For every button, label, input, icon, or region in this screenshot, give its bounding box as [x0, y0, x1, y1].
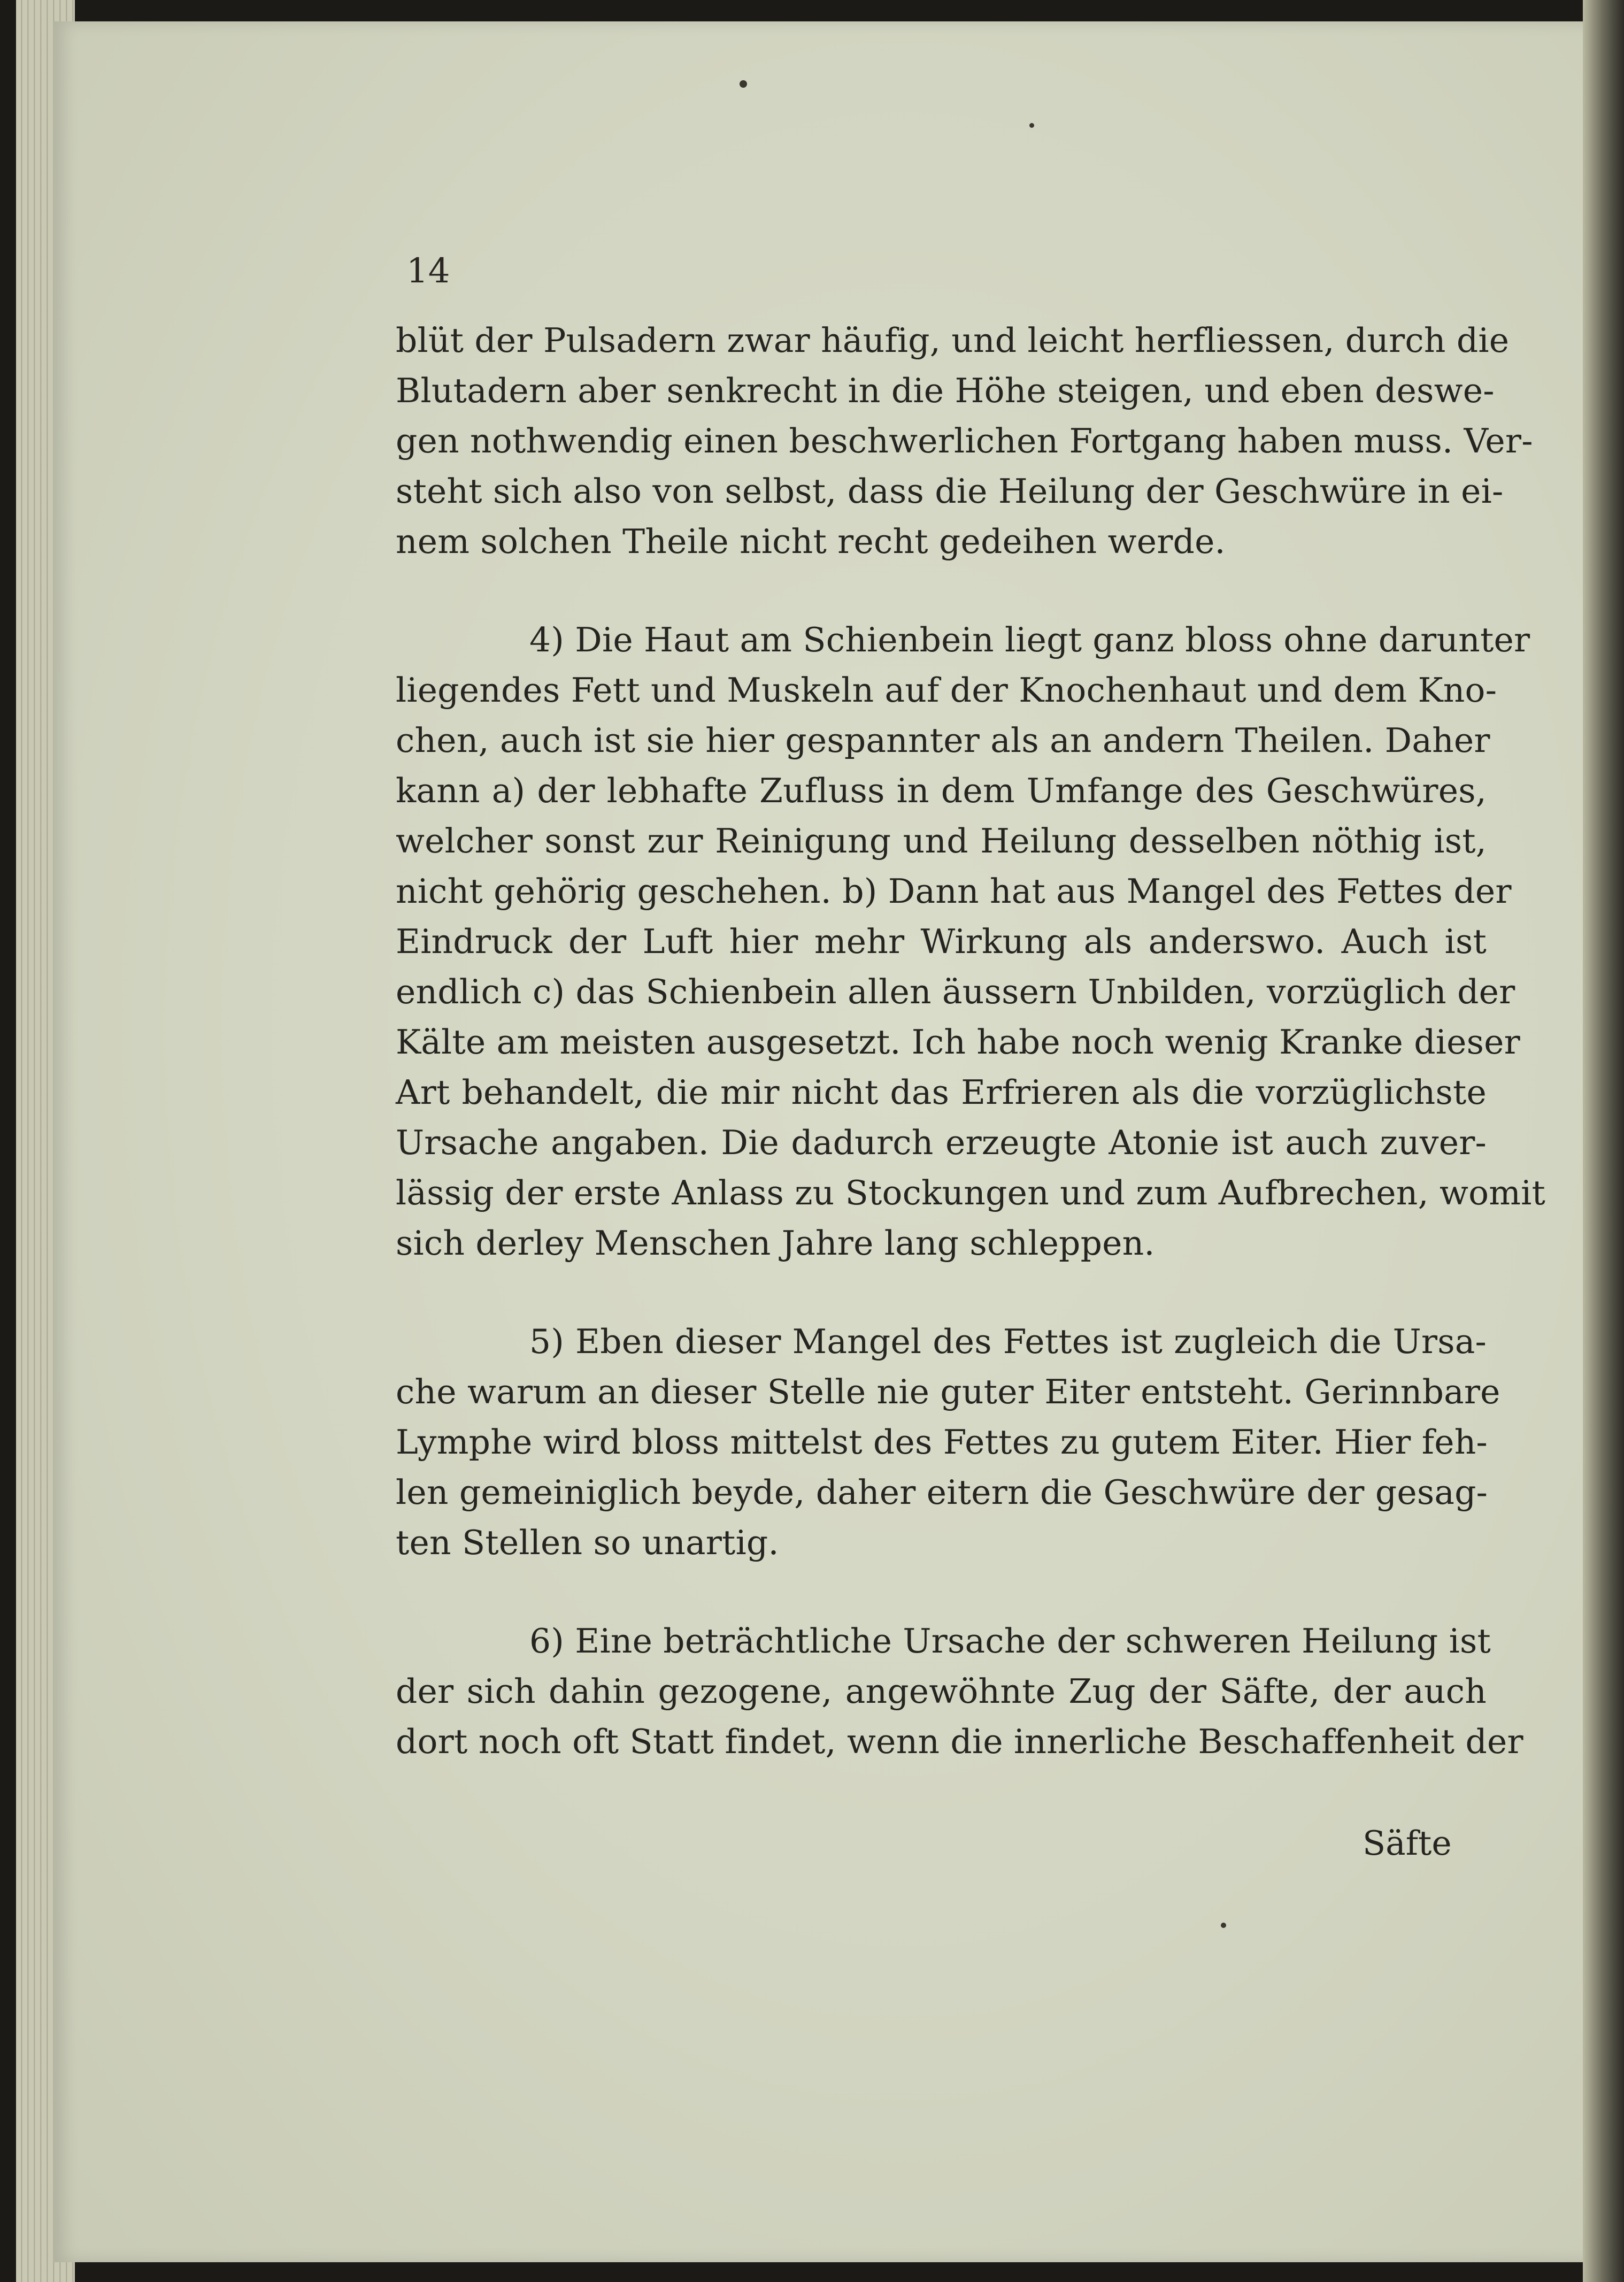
text-line: steht sich also von selbst, dass die Heilung der Geschwüre in ei-: [396, 472, 1504, 511]
text-line: endlich c) das Schienbein allen äussern Unbilden, vorzüglich der: [396, 972, 1515, 1011]
paragraph-4: [396, 1616, 1523, 1767]
text-line: blüt der Pulsadern zwar häufig, und leicht herfliessen, durch die: [396, 321, 1510, 360]
text-line: Blutadern aber senkrecht in die Höhe steigen, und eben deswe-: [396, 371, 1495, 410]
text-line: chen, auch ist sie hier gespannter als an andern Theilen. Daher: [396, 721, 1490, 760]
text-line: 5) Eben dieser Mangel des Fettes ist zugleich die Ursa-: [529, 1322, 1487, 1361]
paragraph-3: [396, 1317, 1500, 1568]
text-line: Lymphe wird bloss mittelst des Fettes zu gutem Eiter. Hier feh-: [396, 1423, 1488, 1462]
ink-speck: [1221, 1923, 1226, 1928]
text-line: welcher sonst zur Reinigung und Heilung desselben nöthig ist,: [396, 821, 1487, 860]
ink-speck: [1029, 123, 1034, 128]
text-line: 6) Eine beträchtliche Ursache der schweren Heilung ist: [529, 1622, 1491, 1661]
text-line: Art behandelt, die mir nicht das Erfrieren als die vorzüglichste: [396, 1073, 1487, 1112]
text-line: kann a) der lebhafte Zufluss in dem Umfange des Geschwüres,: [396, 771, 1487, 810]
text-line: nem solchen Theile nicht recht gedeihen werde.: [396, 522, 1226, 561]
text-line: dort noch oft Statt findet, wenn die innerliche Beschaffenheit der: [396, 1722, 1523, 1761]
text-line: ten Stellen so unartig.: [396, 1523, 779, 1562]
text-line: gen nothwendig einen beschwerlichen Fortgang haben muss. Ver-: [396, 421, 1533, 460]
paragraph-2: [396, 615, 1546, 1269]
text-line: Eindruck der Luft hier mehr Wirkung als anderswo. Auch ist: [396, 922, 1487, 961]
text-line: nicht gehörig geschehen. b) Dann hat aus Mangel des Fettes der: [396, 872, 1512, 911]
text-line: lässig der erste Anlass zu Stockungen und zum Aufbrechen, womit: [396, 1173, 1546, 1212]
catchword: Säfte: [1363, 1824, 1452, 1863]
text-line: Kälte am meisten ausgesetzt. Ich habe noch wenig Kranke dieser: [396, 1023, 1520, 1062]
page-number: 14: [406, 251, 450, 291]
body-text: [396, 316, 1546, 1815]
binding-shadow: [1583, 0, 1624, 2282]
text-line: liegendes Fett und Muskeln auf der Knochenhaut und dem Kno-: [396, 671, 1497, 710]
text-line: Ursache angaben. Die dadurch erzeugte Atonie ist auch zuver-: [396, 1123, 1487, 1162]
text-line: sich derley Menschen Jahre lang schleppen.: [396, 1224, 1155, 1263]
text-line: len gemeiniglich beyde, daher eitern die Geschwüre der gesag-: [396, 1473, 1488, 1512]
text-line: 4) Die Haut am Schienbein liegt ganz bloss ohne darunter: [529, 620, 1530, 659]
text-line: che warum an dieser Stelle nie guter Eiter entsteht. Gerinnbare: [396, 1372, 1500, 1411]
ink-speck: [740, 80, 747, 88]
text-line: der sich dahin gezogene, angewöhnte Zug der Säfte, der auch: [396, 1672, 1487, 1711]
paragraph-1: [396, 316, 1533, 567]
